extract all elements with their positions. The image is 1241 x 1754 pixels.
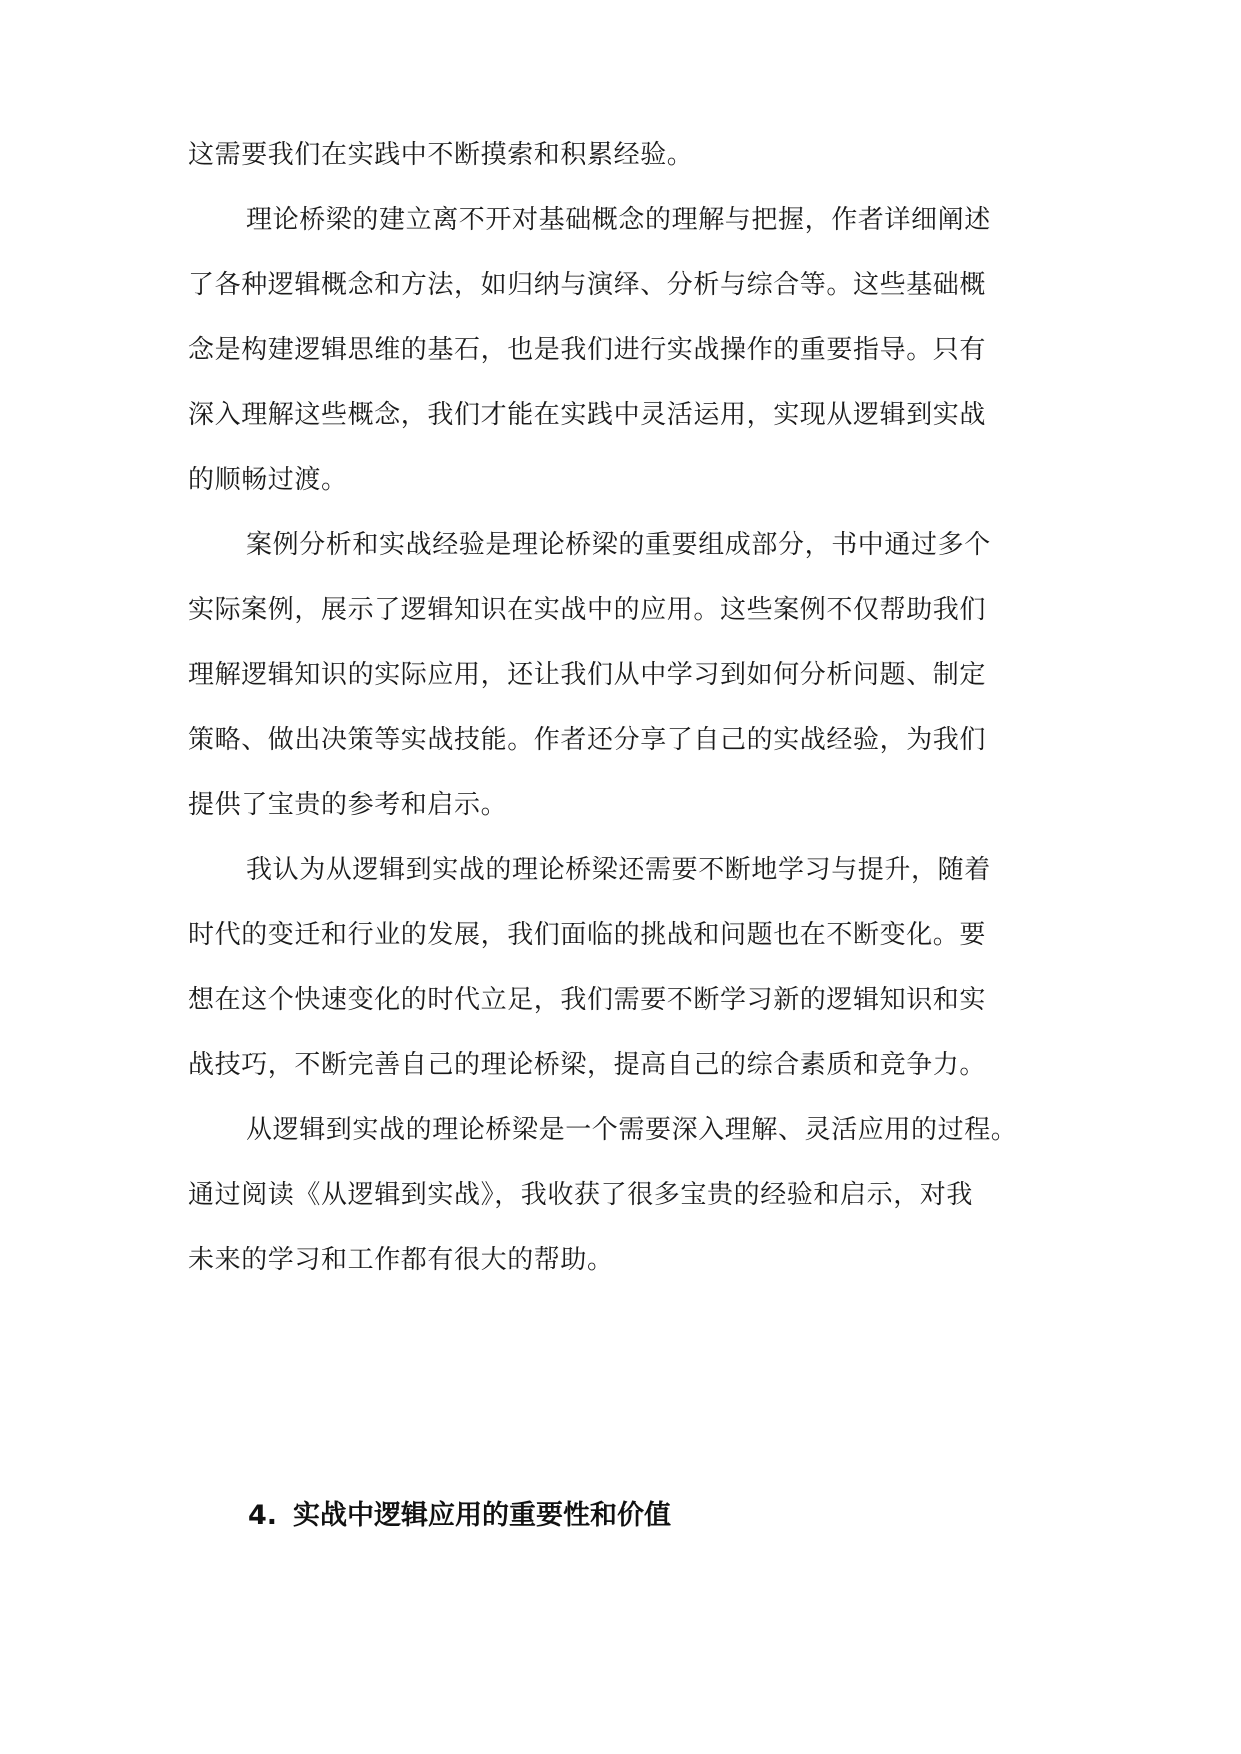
paragraph-line: 我认为从逻辑到实战的理论桥梁还需要不断地学习与提升，随着 <box>246 855 991 885</box>
section-number: 4. <box>248 1500 278 1531</box>
paragraph-line: 实际案例，展示了逻辑知识在实战中的应用。这些案例不仅帮助我们 <box>188 595 987 625</box>
paragraph-line: 这需要我们在实践中不断摸索和积累经验。 <box>188 140 694 170</box>
paragraph-line: 理解逻辑知识的实际应用，还让我们从中学习到如何分析问题、制定 <box>188 660 987 690</box>
paragraph-line: 未来的学习和工作都有很大的帮助。 <box>188 1245 614 1275</box>
paragraph-line: 时代的变迁和行业的发展，我们面临的挑战和问题也在不断变化。要 <box>188 920 987 950</box>
paragraph-line: 了各种逻辑概念和方法，如归纳与演绎、分析与综合等。这些基础概 <box>188 270 987 300</box>
paragraph-line: 理论桥梁的建立离不开对基础概念的理解与把握，作者详细阐述 <box>246 205 991 235</box>
section-title: 实战中逻辑应用的重要性和价值 <box>293 1500 672 1531</box>
paragraph-line: 从逻辑到实战的理论桥梁是一个需要深入理解、灵活应用的过程。 <box>246 1115 1018 1145</box>
paragraph-line: 战技巧，不断完善自己的理论桥梁，提高自己的综合素质和竞争力。 <box>188 1050 987 1080</box>
paragraph-line: 的顺畅过渡。 <box>188 465 348 495</box>
paragraph-line: 念是构建逻辑思维的基石，也是我们进行实战操作的重要指导。只有 <box>188 335 987 365</box>
paragraph-line: 提供了宝贵的参考和启示。 <box>188 790 508 820</box>
paragraph-line: 案例分析和实战经验是理论桥梁的重要组成部分，书中通过多个 <box>246 530 991 560</box>
paragraph-line: 深入理解这些概念，我们才能在实践中灵活运用，实现从逻辑到实战 <box>188 400 987 430</box>
section-heading <box>248 1496 671 1536</box>
paragraph-line: 策略、做出决策等实战技能。作者还分享了自己的实战经验，为我们 <box>188 725 987 755</box>
paragraph-line: 通过阅读《从逻辑到实战》，我收获了很多宝贵的经验和启示，对我 <box>188 1180 974 1210</box>
paragraph-line: 想在这个快速变化的时代立足，我们需要不断学习新的逻辑知识和实 <box>188 985 987 1015</box>
